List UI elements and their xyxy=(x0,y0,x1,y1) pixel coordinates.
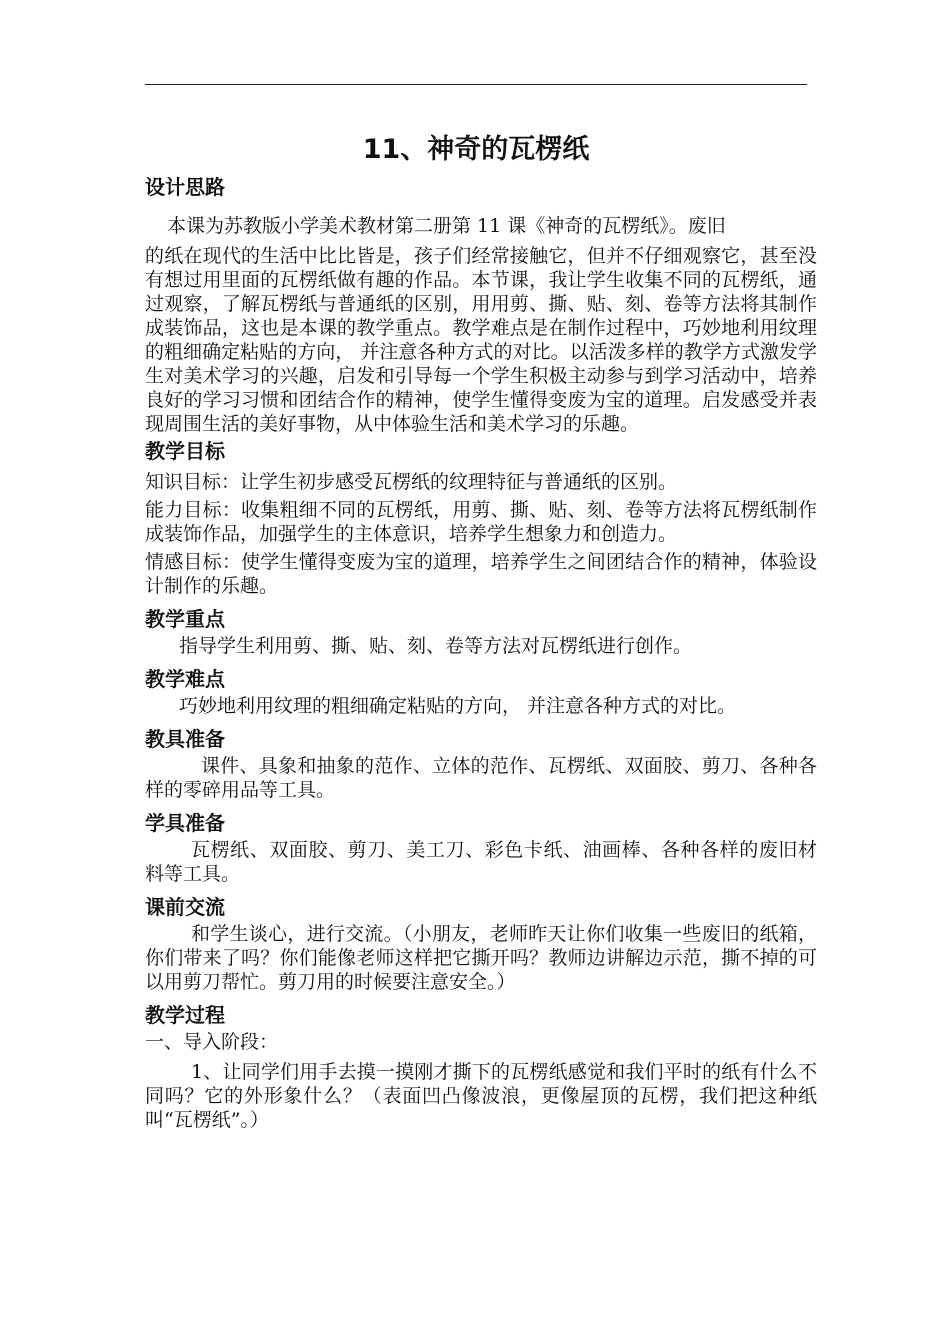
header-rule xyxy=(145,84,807,85)
heading-process: 教学过程 xyxy=(145,1003,225,1027)
design-paragraph: 的纸在现代的生活中比比皆是，孩子们经常接触它，但并不仔细观察它，甚至没有想过用里面的瓦楞纸做有趣的作品。本节课，我让学生收集不同的瓦楞纸，通过观察，了解瓦楞纸与普通纸的区别，用用剪、撕、贴、刻、卷等方法将其制作成装饰品，这也是本课的教学重点。教学难点是在制作过程中，巧妙地利用纹理的粗细确定粘贴的方向， 并注意各种方式的对比。以活泼多样的教学方式激发学生对美术学习的兴趣，启发和引导每一个学生积极主动参与到学习活动中，培养良好的学习习惯和团结合作的精神，使学生懂得变废为宝的道理。启发感受并表现周围生活的美好事物，从中体验生活和美术学习的乐趣。 xyxy=(145,245,817,435)
goal-ability: 能力目标：收集粗细不同的瓦楞纸，用剪、撕、贴、刻、卷等方法将瓦楞纸制作成装饰作品，加强学生的主体意识，培养学生想象力和创造力。 xyxy=(145,499,817,545)
heading-teacher-tools: 教具准备 xyxy=(145,727,225,751)
heading-focus: 教学重点 xyxy=(145,607,225,631)
heading-goals: 教学目标 xyxy=(145,439,225,463)
goal-emotion: 情感目标：使学生懂得变废为宝的道理，培养学生之间团结合作的精神，体验设计制作的乐趣。 xyxy=(145,551,817,597)
design-first-line: 本课为苏教版小学美术教材第二册第 11 课《神奇的瓦楞纸》。废旧 xyxy=(167,215,726,237)
heading-difficulty: 教学难点 xyxy=(145,667,225,691)
heading-pre-class: 课前交流 xyxy=(145,895,225,919)
focus-paragraph: 指导学生利用剪、撕、贴、刻、卷等方法对瓦楞纸进行创作。 xyxy=(179,635,693,657)
pre-class-paragraph: 和学生谈心，进行交流。（小朋友，老师昨天让你们收集一些废旧的纸箱，你们带来了吗？你们能像老师这样把它撕开吗？教师边讲解边示范，撕不掉的可以用剪刀帮忙。剪刀用的时候要注意安全。） xyxy=(145,923,817,993)
document-page xyxy=(145,0,817,1344)
heading-design: 设计思路 xyxy=(145,175,225,199)
difficulty-paragraph: 巧妙地利用纹理的粗细确定粘贴的方向， 并注意各种方式的对比。 xyxy=(179,695,737,717)
student-tools-paragraph: 瓦楞纸、双面胶、剪刀、美工刀、彩色卡纸、油画棒、各种各样的废旧材料等工具。 xyxy=(145,839,817,885)
goal-knowledge: 知识目标：让学生初步感受瓦楞纸的纹理特征与普通纸的区别。 xyxy=(145,471,678,493)
document-title: 11、神奇的瓦楞纸 xyxy=(362,134,590,165)
teacher-tools-paragraph: 课件、具象和抽象的范作、立体的范作、瓦楞纸、双面胶、剪刀、各种各样的零碎用品等工具。 xyxy=(145,755,817,801)
heading-student-tools: 学具准备 xyxy=(145,811,225,835)
document-body xyxy=(145,172,817,1132)
process-item-1: 1、让同学们用手去摸一摸刚才撕下的瓦楞纸感觉和我们平时的纸有什么不同吗？它的外形象什么？（表面凹凸像波浪，更像屋顶的瓦楞，我们把这种纸叫“瓦楞纸”。） xyxy=(145,1061,817,1131)
process-stage-1: 一、导入阶段： xyxy=(145,1031,279,1053)
